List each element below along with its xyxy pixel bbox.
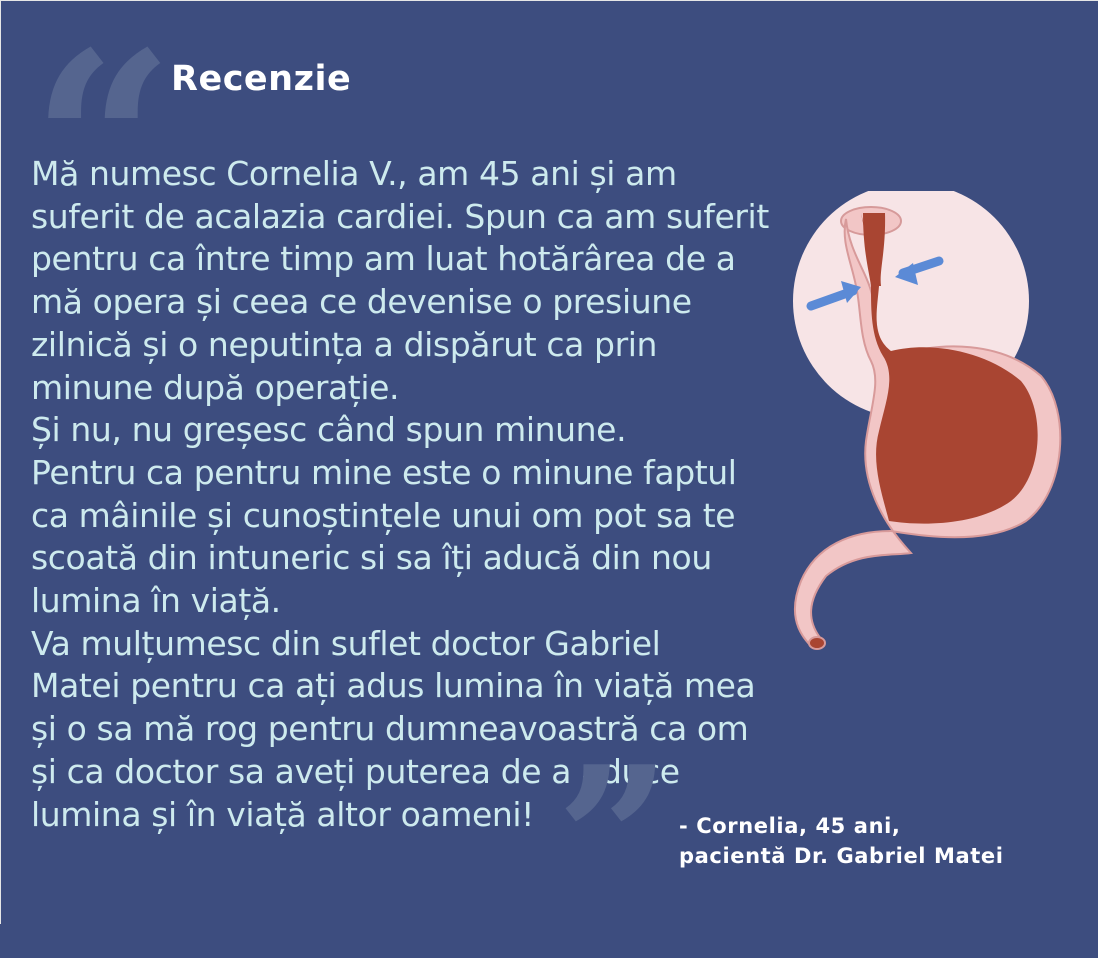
review-line: zilnică și o neputința a dispărut ca prin [31, 324, 658, 364]
review-line: ca mâinile și cunoștințele unui om pot sa te [31, 495, 736, 535]
review-line: Pentru ca pentru mine este o minune faptul [31, 452, 737, 492]
review-line: mă opera și ceea ce devenise o presiune [31, 282, 692, 322]
review-signature [679, 811, 1004, 871]
signature-role: pacientă Dr. Gabriel Matei [679, 844, 1004, 868]
review-line: Matei pentru ca ați adus lumina în viață mea [31, 666, 756, 706]
review-line: și o sa mă rog pentru dumneavoastră ca om [31, 709, 749, 749]
review-line: Mă numesc Cornelia V., am 45 ani și am [31, 154, 677, 193]
review-line: suferit de acalazia cardiei. Spun ca am suferit [31, 196, 769, 236]
review-line: scoată din intuneric si sa îți aducă din nou [31, 538, 712, 578]
stomach-illustration [771, 191, 1081, 671]
close-quote-icon: ” [556, 723, 672, 958]
review-line: lumina în viață. [31, 581, 281, 621]
review-line: Și nu, nu greșesc când spun minune. [31, 410, 627, 450]
review-line: Va mulțumesc din suflet doctor Gabriel [31, 623, 661, 663]
review-text [31, 153, 851, 836]
review-line: lumina și în viață altor oameni! [31, 794, 534, 834]
signature-name: - Cornelia, 45 ani, [679, 814, 901, 838]
open-quote-icon: “ [31, 0, 175, 291]
review-line: minune după operație. [31, 367, 400, 407]
review-line: și ca doctor sa aveți puterea de a aduce [31, 751, 680, 791]
page-title: Recenzie [171, 59, 352, 99]
review-line: pentru ca între timp am luat hotărârea de a [31, 239, 736, 279]
